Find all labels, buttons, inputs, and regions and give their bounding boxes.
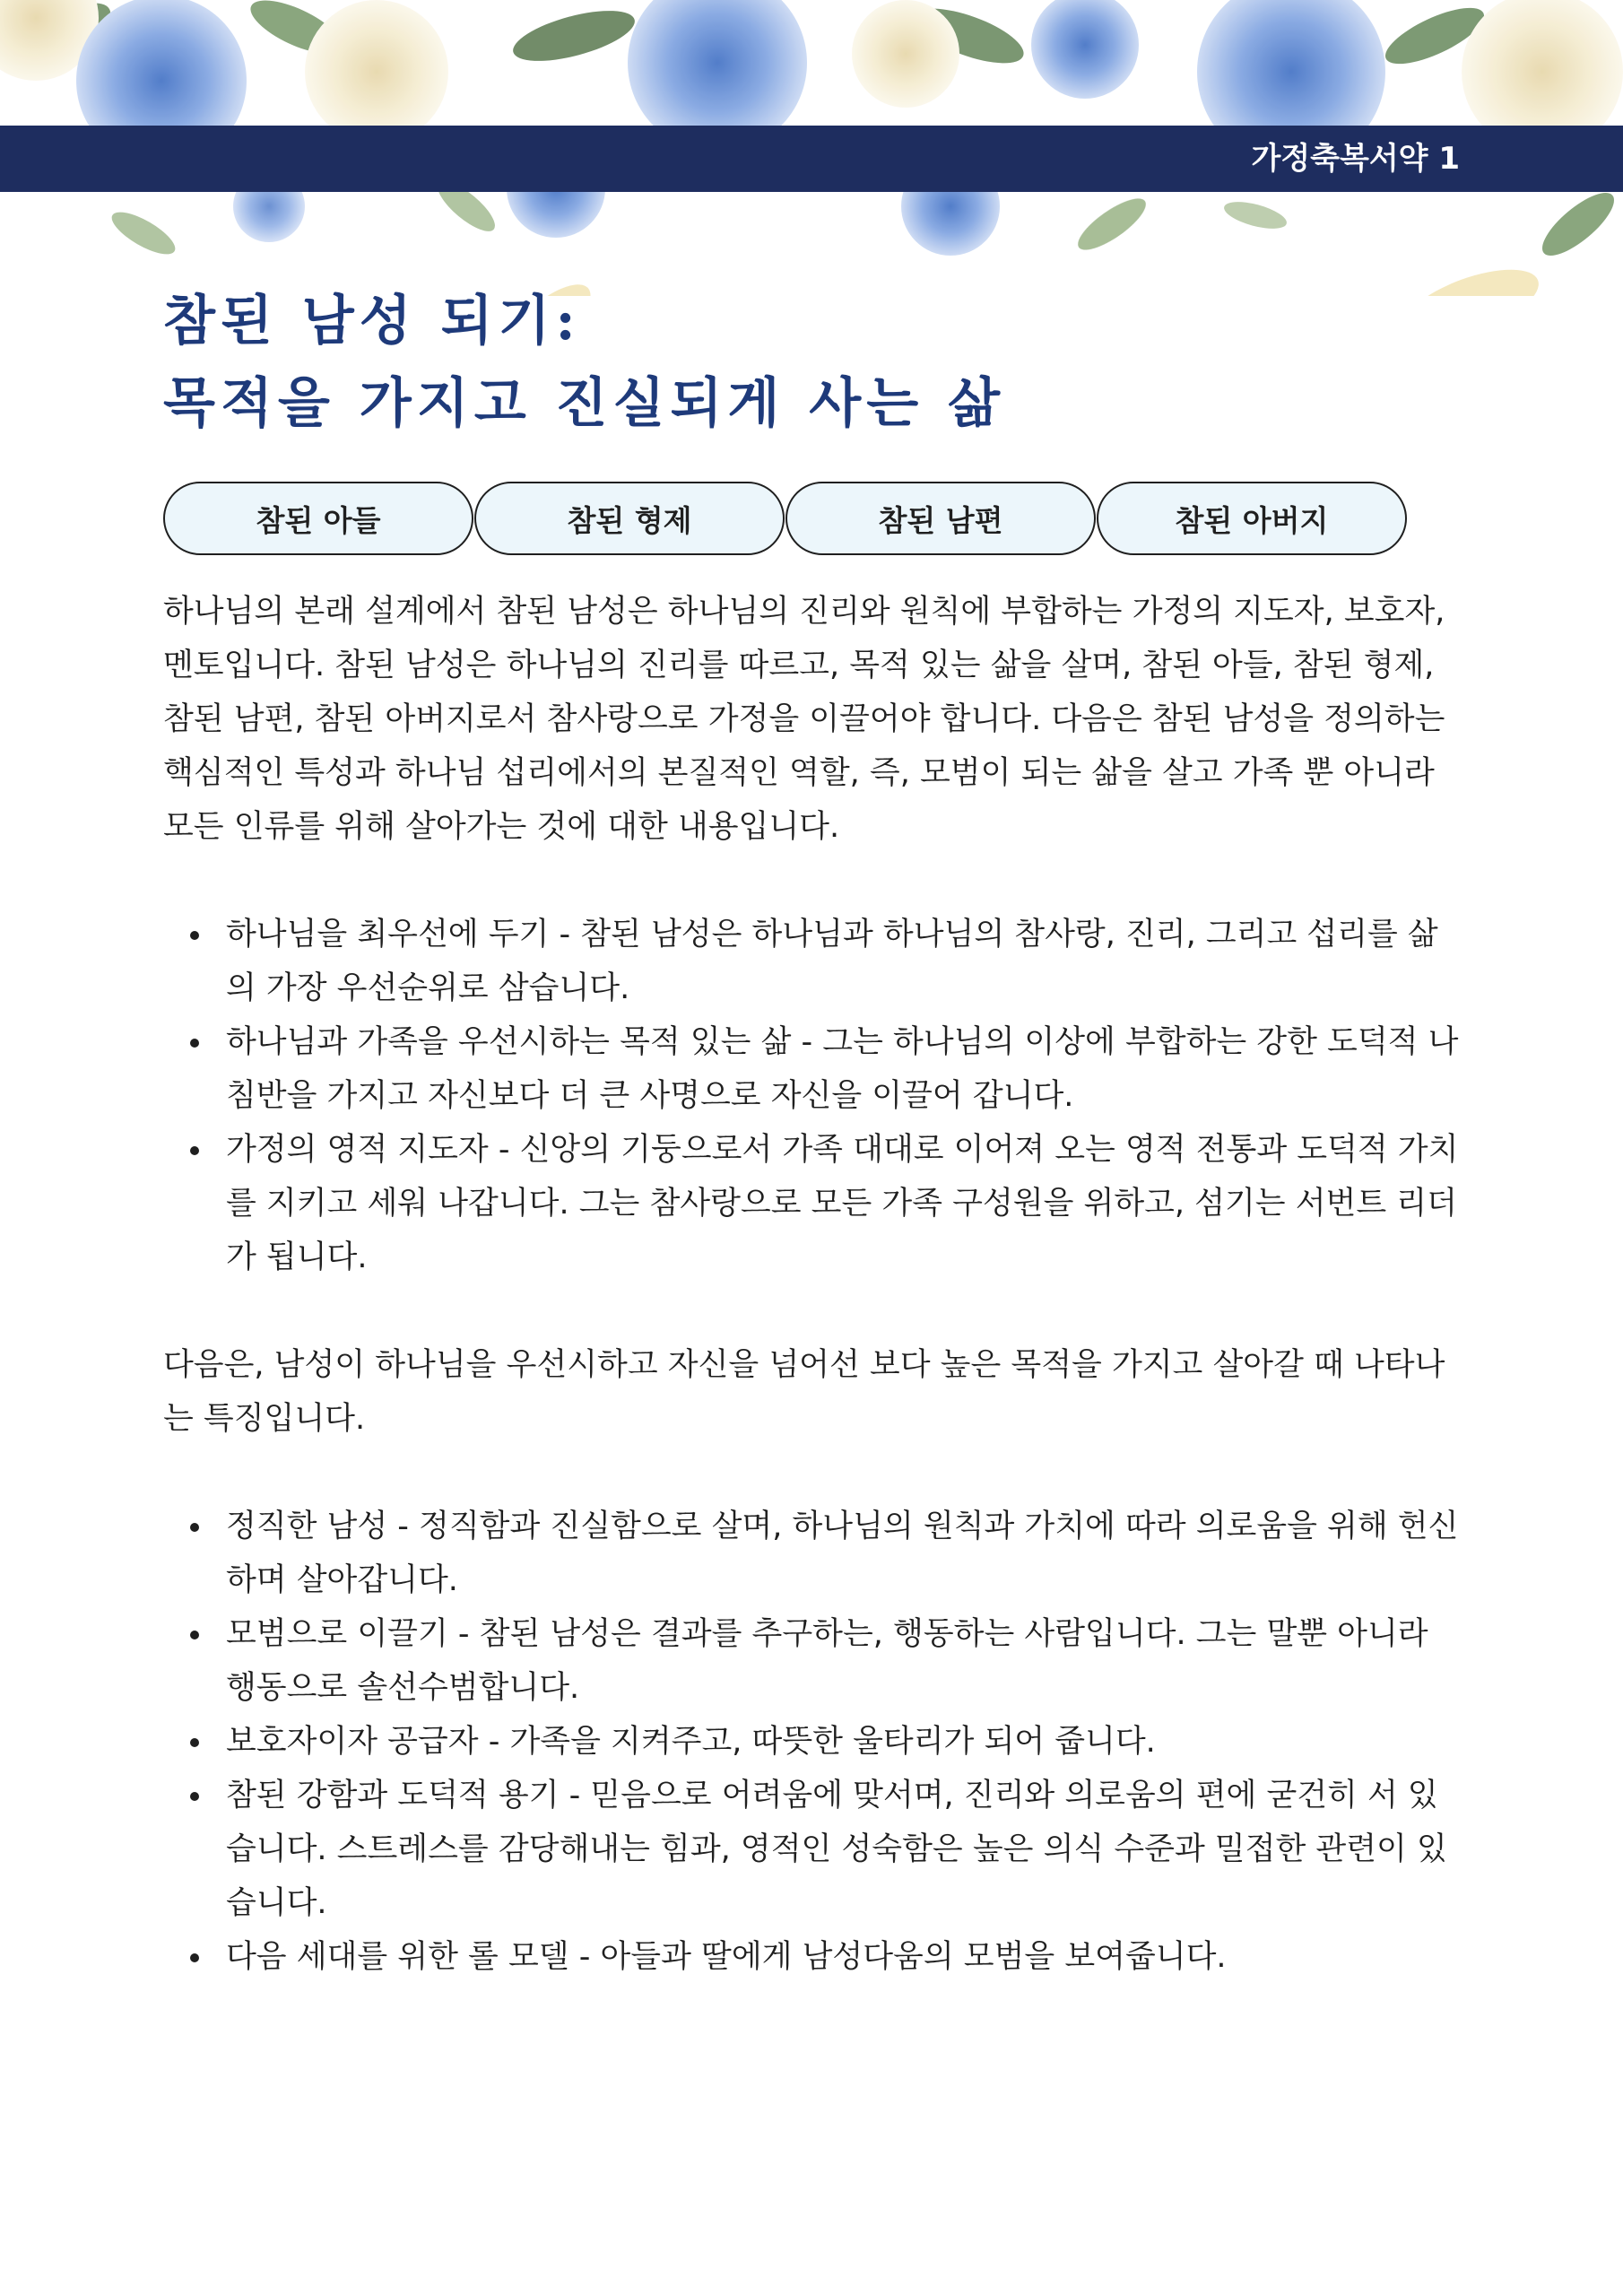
tab-true-brother[interactable]: 참된 형제 xyxy=(474,482,785,555)
tab-true-father[interactable]: 참된 아버지 xyxy=(1097,482,1407,555)
list-item: 보호자이자 공급자 - 가족을 지켜주고, 따뜻한 울타리가 되어 줍니다. xyxy=(163,1715,1465,1769)
body-content xyxy=(163,585,1465,1984)
role-list xyxy=(163,908,1465,1284)
role-tabs xyxy=(163,482,1410,555)
middle-paragraph: 다음은, 남성이 하나님을 우선시하고 자신을 넘어선 보다 높은 목적을 가지고 살아갈 때 나타나는 특징입니다. xyxy=(163,1347,1445,1437)
list-item: 모범으로 이끌기 - 참된 남성은 결과를 추구하는, 행동하는 사람입니다. 그는 말뿐 아니라 행동으로 솔선수범합니다. xyxy=(163,1607,1465,1715)
bullet-icon xyxy=(190,1039,199,1048)
list-item: 다음 세대를 위한 롤 모델 - 아들과 딸에게 남성다움의 모범을 보여줍니다. xyxy=(163,1930,1465,1984)
intro-paragraph: 하나님의 본래 설계에서 참된 남성은 하나님의 진리와 원칙에 부합하는 가정의 지도자, 보호자, 멘토입니다. 참된 남성은 하나님의 진리를 따르고, 목적 있는 삶을 살며, 참된 아들, 참된 형제, 참된 남편, 참된 아버지로서 참사랑으로 가정을 이끌어야 합니다. 다음은 참된 남성을 정의하는 핵심적인 특성과 하나님 섭리에서의 본질적인 역할, 즉, 모범이 되는 삶을 살고 가족 뿐 아니라 모든 인류를 위해 살아가는 것에 대한 내용입니다. xyxy=(163,594,1445,845)
tab-true-husband[interactable]: 참된 남편 xyxy=(785,482,1096,555)
list-item: 하나님을 최우선에 두기 - 참된 남성은 하나님과 하나님의 참사랑, 진리, 그리고 섭리를 삶의 가장 우선순위로 삼습니다. xyxy=(163,908,1465,1015)
bullet-icon xyxy=(190,1523,199,1532)
list-item: 참된 강함과 도덕적 용기 - 믿음으로 어려움에 맞서며, 진리와 의로움의 편에 굳건히 서 있습니다. 스트레스를 감당해내는 힘과, 영적인 성숙함은 높은 의식 수준과 밀접한 관련이 있습니다. xyxy=(163,1769,1465,1930)
bullet-icon xyxy=(190,1631,199,1639)
list-item: 하나님과 가족을 우선시하는 목적 있는 삶 - 그는 하나님의 이상에 부합하는 강한 도덕적 나침반을 가지고 자신보다 더 큰 사명으로 자신을 이끌어 갑니다. xyxy=(163,1015,1465,1123)
page-title xyxy=(163,280,1329,445)
bullet-icon xyxy=(190,1146,199,1155)
tab-true-son[interactable]: 참된 아들 xyxy=(163,482,473,555)
page-title-line-2: 목적을 가지고 진실되게 사는 삶 xyxy=(163,372,1006,435)
page-title-line-1: 참된 남성 되기: xyxy=(163,290,581,352)
list-item: 정직한 남성 - 정직함과 진실함으로 살며, 하나님의 원칙과 가치에 따라 의로움을 위해 헌신하며 살아갑니다. xyxy=(163,1500,1465,1607)
bullet-icon xyxy=(190,1792,199,1801)
bullet-icon xyxy=(190,1953,199,1962)
trait-list xyxy=(163,1500,1465,1984)
bullet-icon xyxy=(190,1738,199,1747)
bullet-icon xyxy=(190,931,199,940)
header-label: 가정축복서약 1 xyxy=(1251,141,1460,177)
list-item: 가정의 영적 지도자 - 신앙의 기둥으로서 가족 대대로 이어져 오는 영적 전통과 도덕적 가치를 지키고 세워 나갑니다. 그는 참사랑으로 모든 가족 구성원을 위하고, 섬기는 서번트 리더가 됩니다. xyxy=(163,1123,1465,1284)
